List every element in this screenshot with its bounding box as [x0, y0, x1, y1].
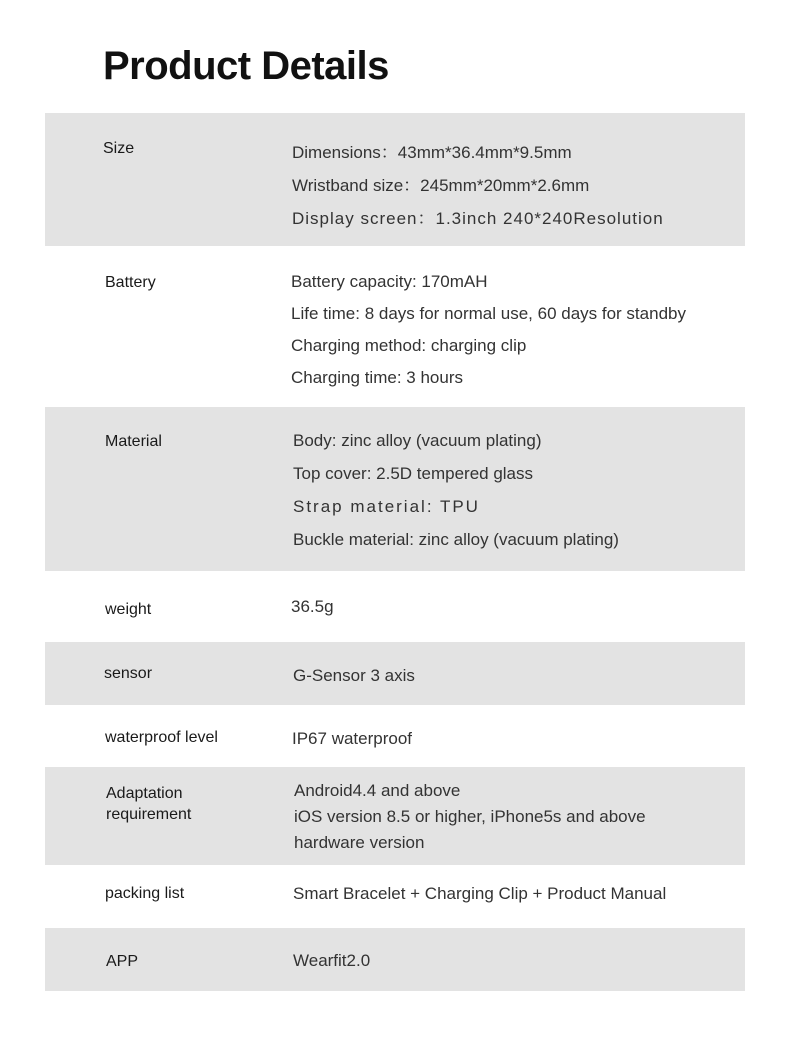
spec-value: iOS version 8.5 or higher, iPhone5s and above [294, 807, 646, 826]
spec-value: Buckle material: zinc alloy (vacuum plating) [293, 530, 619, 549]
spec-value: Smart Bracelet + Charging Clip + Product Manual [293, 884, 667, 903]
spec-value: Body: zinc alloy (vacuum plating) [293, 431, 542, 450]
spec-value: Life time: 8 days for normal use, 60 days for standby [291, 304, 686, 323]
spec-label: Size [103, 140, 135, 157]
spec-label: sensor [104, 665, 153, 682]
spec-values [293, 665, 415, 687]
spec-value: Wristband size：245mm*20mm*2.6mm [292, 176, 590, 195]
spec-row-weight [45, 571, 745, 642]
spec-label: packing list [105, 885, 185, 902]
spec-value: IP67 waterproof [292, 729, 413, 748]
spec-value: Strap material: TPU [293, 497, 480, 516]
spec-value: Top cover: 2.5D tempered glass [293, 464, 534, 483]
spec-values [294, 778, 646, 856]
spec-value: 36.5g [291, 597, 334, 616]
spec-label: Battery [105, 274, 156, 291]
spec-row-size [45, 113, 745, 246]
spec-label: waterproof level [105, 729, 218, 746]
spec-values [292, 728, 412, 750]
spec-value: Dimensions：43mm*36.4mm*9.5mm [292, 143, 572, 162]
spec-label: APP [106, 953, 139, 970]
spec-values [291, 596, 334, 618]
spec-row-battery [45, 264, 745, 404]
spec-row-sensor [45, 642, 745, 705]
spec-values [293, 424, 619, 556]
spec-value: Charging method: charging clip [291, 336, 527, 355]
spec-values [293, 950, 370, 972]
spec-value: Battery capacity: 170mAH [291, 272, 488, 291]
spec-value: Android4.4 and above [294, 781, 461, 800]
spec-label: Adaptation requirement [106, 785, 192, 823]
spec-value: Charging time: 3 hours [291, 368, 463, 387]
spec-label: Material [105, 433, 162, 450]
spec-value: G-Sensor 3 axis [293, 666, 415, 685]
spec-row-waterproof [45, 705, 745, 767]
spec-row-material [45, 407, 745, 571]
spec-values [291, 266, 686, 394]
spec-label: weight [105, 601, 152, 618]
spec-values [292, 136, 664, 235]
spec-value: Display screen：1.3inch 240*240Resolution [292, 209, 664, 228]
spec-row-packing-list [45, 865, 745, 928]
page-title: Product Details [103, 44, 389, 88]
spec-row-adaptation [45, 767, 745, 865]
spec-row-app [45, 928, 745, 991]
spec-values [293, 883, 666, 905]
spec-value: Wearfit2.0 [293, 951, 371, 970]
spec-value: hardware version [294, 833, 425, 852]
